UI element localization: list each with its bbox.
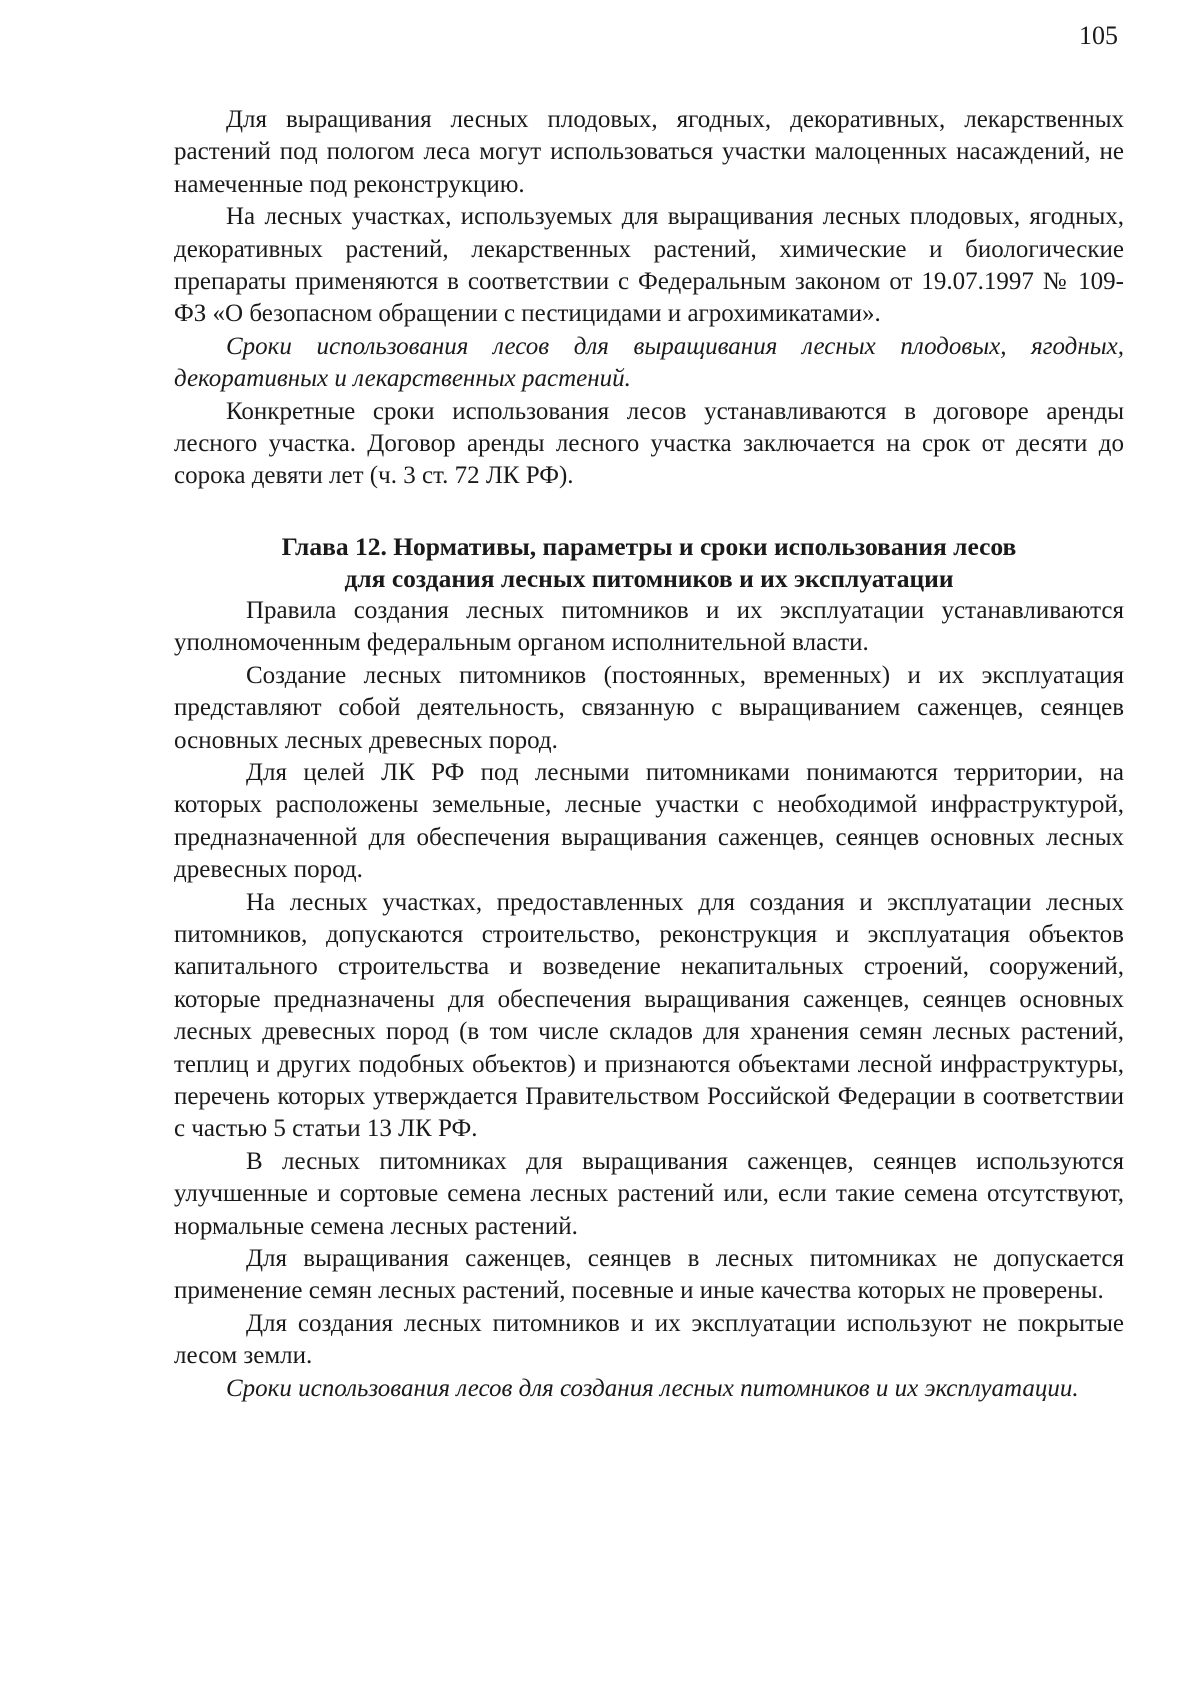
page-content	[174, 104, 1124, 1405]
paragraph: Создание лесных питомников (постоянных, временных) и их эксплуатация представляют собой деятельность, связанную с выращиванием саженцев, сеянцев основных лесных древесных пород.	[174, 661, 1124, 754]
paragraph: Для целей ЛК РФ под лесными питомниками понимаются территории, на которых расположены земельные, лесные участки с необходимой инфраструктурой, предназначенной для обеспечения выращивания саженцев, сеянцев основных лесных древесных пород.	[174, 758, 1124, 884]
italic-subheading: Сроки использования лесов для создания лесных питомников и их эксплуатации.	[226, 1374, 1079, 1402]
paragraph: На лесных участках, используемых для выращивания лесных плодовых, ягодных, декоративных растений, лекарственных растений, химические и биологические препараты применяются в соответствии с Федеральным законом от 19.07.1997 № 109-ФЗ «О безопасном обращении с пестицидами и агрохимикатами».	[174, 203, 1124, 328]
paragraph: Конкретные сроки использования лесов устанавливаются в договоре аренды лесного участка. Договор аренды лесного участка заключается на срок от десяти до сорока девяти лет (ч. 3 ст. 72 ЛК РФ).	[174, 397, 1124, 490]
chapter-heading	[174, 531, 1124, 595]
chapter-heading-line: Глава 12. Нормативы, параметры и сроки использования лесов	[281, 531, 1017, 561]
chapter-heading-line: для создания лесных питомников и их эксплуатации	[344, 563, 954, 593]
paragraph: Для создания лесных питомников и их эксплуатации используют не покрытые лесом земли.	[174, 1309, 1124, 1370]
paragraph: Для выращивания саженцев, сеянцев в лесных питомниках не допускается применение семян лесных растений, посевные и иные качества которых не проверены.	[174, 1245, 1124, 1305]
paragraph: В лесных питомниках для выращивания саженцев, сеянцев используются улучшенные и сортовые семена лесных растений или, если такие семена отсутствуют, нормальные семена лесных растений.	[174, 1147, 1124, 1240]
paragraph: Правила создания лесных питомников и их эксплуатации устанавливаются уполномоченным федеральным органом исполнительной власти.	[174, 596, 1124, 657]
paragraph: Для выращивания лесных плодовых, ягодных, декоративных, лекарственных растений под пологом леса могут использоваться участки малоценных насаждений, не намеченные под реконструкцию.	[174, 106, 1124, 198]
italic-subheading: Сроки использования лесов для выращивания лесных плодовых, ягодных, декоративных и лекарственных растений.	[174, 332, 1124, 393]
page-number: 105	[1079, 21, 1118, 50]
paragraph: На лесных участках, предоставленных для создания и эксплуатации лесных питомников, допускаются строительство, реконструкция и эксплуатация объектов капитального строительства и возведение некапитальных строений, сооружений, которые предназначены для обеспечения выращивания саженцев, сеянцев основных лесных древесных пород (в том числе складов для хранения семян лесных растений, теплиц и других подобных объектов) и признаются объектами лесной инфраструктуры, перечень которых утверждается Правительством Российской Федерации в соответствии с частью 5 статьи 13 ЛК РФ.	[174, 888, 1124, 1143]
